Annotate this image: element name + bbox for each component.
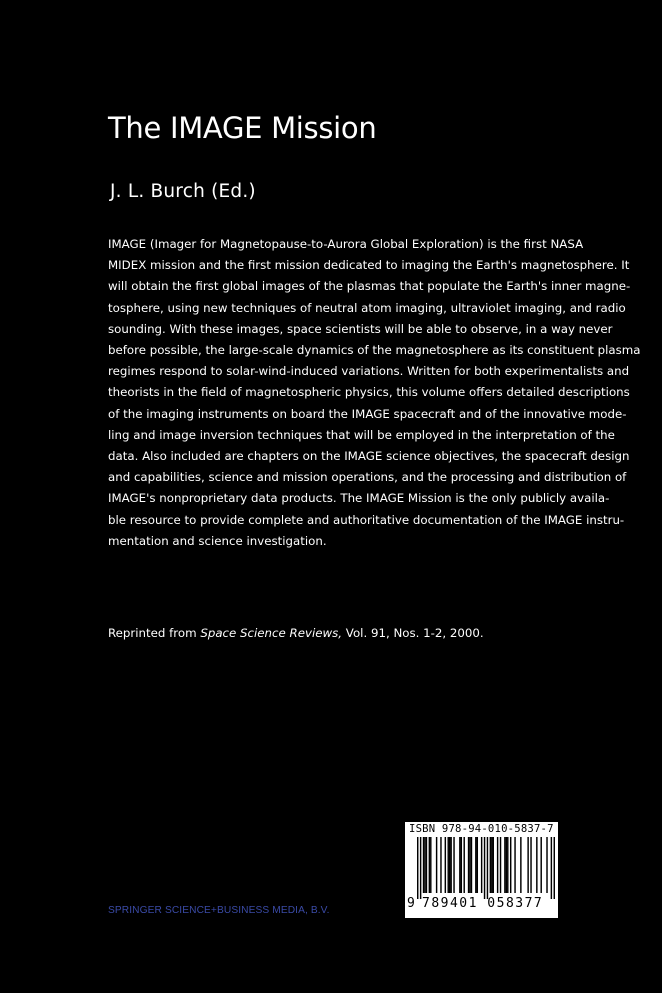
barcode-bar: [484, 837, 485, 899]
barcode-bar: [423, 837, 424, 893]
description-line: sounding. With these images, space scientists will be able to observe, in a way never: [108, 321, 613, 336]
barcode-bar: [510, 837, 511, 893]
barcode-bar: [477, 837, 478, 893]
description-line: ble resource to provide complete and authoritative documentation of the IMAGE instru-: [108, 512, 625, 527]
barcode-bar: [448, 837, 449, 893]
barcode-bar: [493, 837, 494, 893]
barcode-bar: [520, 837, 521, 893]
barcode-bar: [471, 837, 472, 893]
barcode-bar: [417, 837, 418, 899]
barcode-bar: [497, 837, 498, 893]
book-title: The IMAGE Mission: [108, 111, 377, 145]
barcode-bar: [527, 837, 528, 893]
barcode-bar: [436, 837, 437, 893]
barcode-bar: [540, 837, 541, 893]
description-line: IMAGE's nonproprietary data products. The IMAGE Mission is the only publicly availa-: [108, 491, 610, 506]
description-line: regimes respond to solar-wind-induced variations. Written for both experimentalists and: [108, 364, 630, 379]
description-line: ling and image inversion techniques that will be employed in the interpretation of the: [108, 427, 615, 442]
barcode-bar: [440, 837, 441, 893]
barcode-bar: [430, 837, 431, 893]
journal-name: Space Science Reviews,: [200, 626, 343, 640]
barcode-bars: [417, 837, 555, 899]
barcode-bar: [426, 837, 427, 893]
description-line: MIDEX mission and the first mission dedicated to imaging the Earth's magnetosphere. It: [108, 258, 630, 273]
barcode-bar: [429, 837, 430, 893]
description-line: data. Also included are chapters on the IMAGE science objectives, the spacecraft design: [108, 449, 630, 464]
reprint-prefix: Reprinted from: [108, 626, 201, 640]
book-author: J. L. Burch (Ed.): [110, 181, 256, 202]
barcode-bar: [424, 837, 425, 893]
barcode-bar: [463, 837, 464, 893]
ean-digits: 789401 058377: [422, 896, 544, 911]
barcode-bar: [506, 837, 507, 893]
barcode-bar: [514, 837, 515, 893]
description-line: of the imaging instruments on board the IMAGE spacecraft and of the innovative mode-: [108, 406, 627, 421]
barcode-bar: [475, 837, 476, 893]
ean-first-digit: 9: [407, 896, 415, 911]
book-description: [108, 234, 641, 552]
barcode-bar: [450, 837, 451, 893]
description-line: will obtain the first global images of the plasmas that populate the Earth's inner magne-: [108, 279, 631, 294]
barcode-bar: [536, 837, 537, 893]
barcode-bar: [530, 837, 531, 893]
barcode-bar: [546, 837, 547, 893]
barcode-bar: [481, 837, 482, 893]
description-line: mentation and science investigation.: [108, 533, 327, 548]
barcode-bar: [487, 837, 488, 899]
barcode-bar: [468, 837, 469, 893]
barcode-bar: [551, 837, 552, 899]
barcode-bar: [453, 837, 454, 893]
barcode-bar: [449, 837, 450, 893]
barcode-bar: [554, 837, 555, 899]
publisher-name: SPRINGER SCIENCE+BUSINESS MEDIA, B.V.: [108, 905, 330, 916]
barcode-bar: [461, 837, 462, 893]
reprint-notice: [108, 626, 484, 640]
barcode-bar: [491, 837, 492, 893]
barcode-bar: [420, 837, 421, 899]
barcode-bar: [469, 837, 470, 893]
barcode-bar: [490, 837, 491, 893]
description-line: and capabilities, science and mission operations, and the processing and distribution of: [108, 470, 627, 485]
description-line: tosphere, using new techniques of neutral atom imaging, ultraviolet imaging, and radio: [108, 300, 626, 315]
barcode-bar: [500, 837, 501, 893]
reprint-suffix: Vol. 91, Nos. 1-2, 2000.: [342, 626, 484, 640]
barcode-bar: [445, 837, 446, 893]
barcode-bar: [459, 837, 460, 893]
description-line: before possible, the large-scale dynamics of the magnetosphere as its constituent plasma: [108, 343, 641, 358]
description-line: IMAGE (Imager for Magnetopause-to-Aurora Global Exploration) is the first NASA: [108, 237, 584, 251]
barcode-bar: [507, 837, 508, 893]
description-line: theorists in the field of magnetospheric physics, this volume offers detailed descriptions: [108, 385, 630, 400]
isbn-barcode: [405, 822, 558, 918]
barcode-bar: [504, 837, 505, 893]
isbn-label: ISBN 978-94-010-5837-7: [409, 823, 554, 835]
